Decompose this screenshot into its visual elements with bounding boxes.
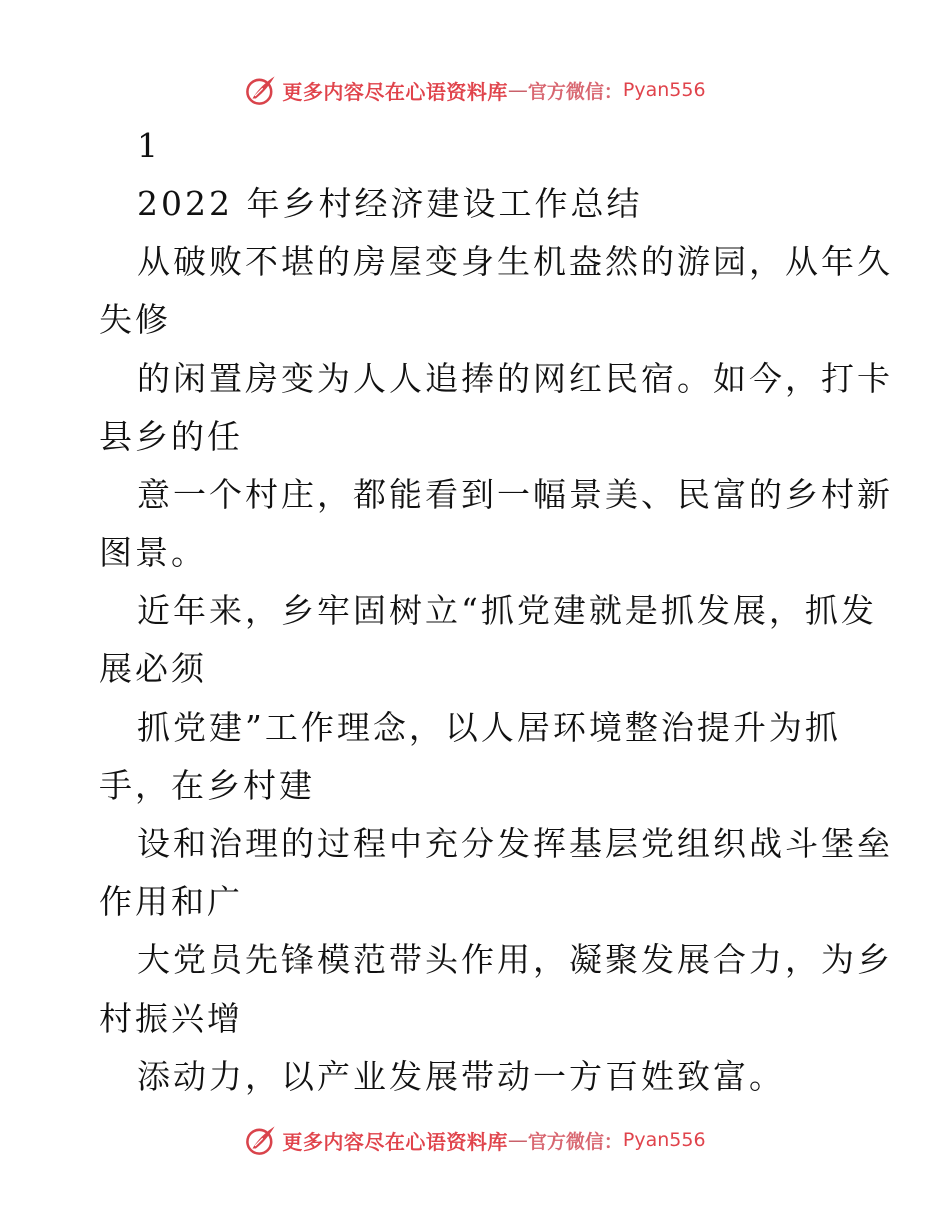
- watermark-wechat-label: 官方微信：: [527, 80, 623, 103]
- text-line: 从破败不堪的房屋变身生机盎然的游园，从年久: [137, 242, 893, 281]
- text-line: 作用和广: [99, 882, 243, 921]
- text-line: 近年来，乡牢固树立“抓党建就是抓发展，抓发: [137, 591, 877, 630]
- text-line: 大党员先锋模范带头作用，凝聚发展合力，为乡: [137, 940, 893, 979]
- text-line: 的闲置房变为人人追捧的网红民宿。如今，打卡: [137, 359, 893, 398]
- text-line: 县乡的任: [99, 417, 243, 456]
- header-watermark: [0, 70, 950, 110]
- text-line: 图景。: [99, 533, 207, 572]
- watermark-wechat-id: Pyan556: [622, 79, 706, 101]
- text-line: 手，在乡村建: [99, 766, 315, 805]
- watermark-wechat-label: 官方微信：: [527, 1130, 623, 1153]
- quill-logo-icon: [244, 1123, 278, 1157]
- text-line: 添动力，以产业发展带动一方百姓致富。: [137, 1057, 785, 1096]
- footer-watermark: [0, 1120, 950, 1160]
- watermark-site-text: 更多内容尽在心语资料库: [282, 79, 508, 104]
- watermark-wechat-id: Pyan556: [622, 1129, 706, 1151]
- quill-logo-icon: [244, 73, 278, 107]
- page-number: 1: [137, 126, 161, 165]
- watermark-separator: —: [507, 1128, 528, 1152]
- text-line: 设和治理的过程中充分发挥基层党组织战斗堡垒: [137, 824, 893, 863]
- watermark-site-text: 更多内容尽在心语资料库: [282, 1129, 508, 1154]
- text-line: 意一个村庄，都能看到一幅景美、民富的乡村新: [137, 475, 893, 514]
- text-line: 失修: [99, 300, 171, 339]
- text-line: 展必须: [99, 649, 207, 688]
- text-line: 抓党建”工作理念，以人居环境整治提升为抓: [137, 708, 841, 747]
- document-title: 2022 年乡村经济建设工作总结: [137, 184, 643, 223]
- text-line: 村振兴增: [99, 999, 243, 1038]
- watermark-separator: —: [507, 78, 528, 102]
